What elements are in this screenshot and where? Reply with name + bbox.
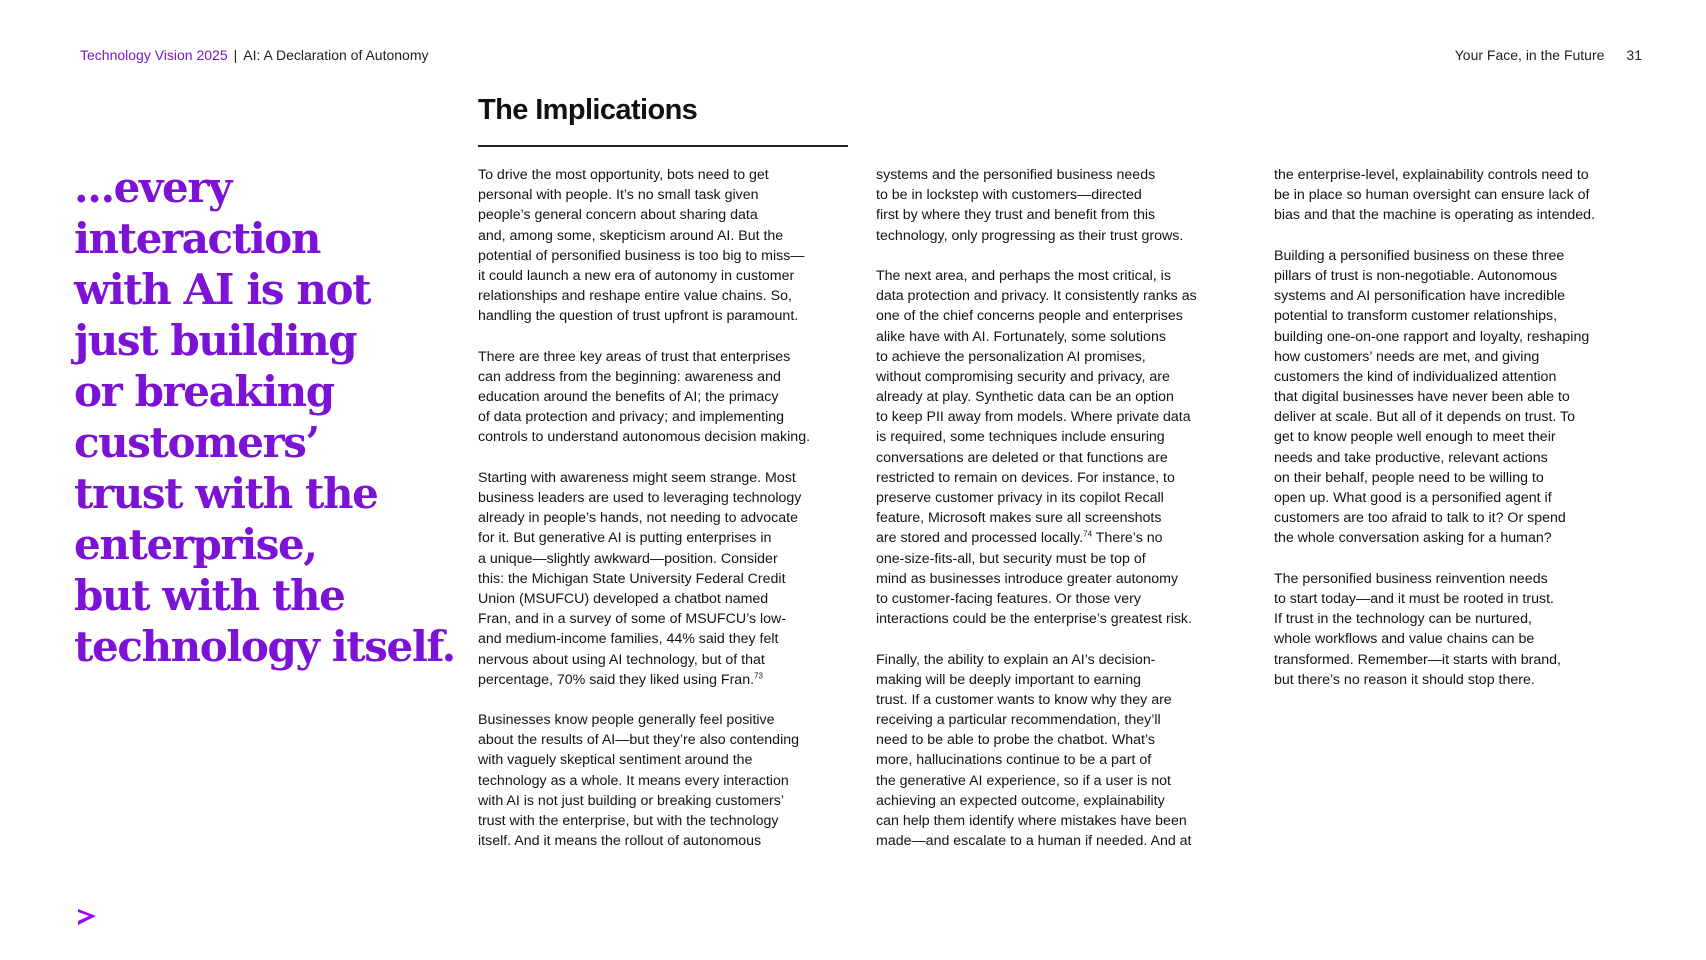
body-text-line xyxy=(876,569,1246,589)
footnote-ref: 74 xyxy=(1083,529,1093,539)
line-text: is required, some techniques include ensuring xyxy=(876,429,1165,446)
line-text: first by where they trust and benefit from this xyxy=(876,207,1156,224)
line-text: itself. And it means the rollout of autonomous xyxy=(478,833,762,850)
line-text: for it. But generative AI is putting enterprises in xyxy=(478,530,772,547)
body-text-line xyxy=(478,185,848,205)
line-text: education around the benefits of AI; the primacy xyxy=(478,389,779,406)
body-text-line xyxy=(1274,407,1654,427)
line-text: restricted to remain on devices. For instance, to xyxy=(876,469,1175,486)
running-header-right xyxy=(1455,46,1642,64)
body-text-line xyxy=(1274,508,1654,528)
line-text: one-size-fits-all, but security must be top of xyxy=(876,550,1146,567)
pull-quote-line: customers’ xyxy=(74,418,319,467)
body-text-line xyxy=(478,670,848,690)
line-text: achieving an expected outcome, explainability xyxy=(876,792,1165,809)
body-text-line xyxy=(876,327,1246,347)
body-text-line xyxy=(1274,589,1654,609)
line-text: one of the chief concerns people and enterprises xyxy=(876,308,1183,325)
line-text: technology as a whole. It means every interaction xyxy=(478,772,789,789)
body-text-line xyxy=(1274,266,1654,286)
body-text-line xyxy=(1274,670,1654,690)
line-text: can address from the beginning: awareness and xyxy=(478,368,781,385)
line-text: business leaders are used to leveraging technology xyxy=(478,490,802,506)
pull-quote-line: or breaking xyxy=(74,367,334,416)
body-text-line xyxy=(478,569,848,589)
line-text: this: the Michigan State University Federal Credit xyxy=(478,570,786,587)
line-text: The next area, and perhaps the most critical, is xyxy=(876,267,1171,284)
line-text: more, hallucinations continue to be a part of xyxy=(876,752,1152,769)
body-text-line xyxy=(876,811,1246,831)
body-text-line xyxy=(478,488,848,508)
pull-quote-line: ...every xyxy=(74,163,232,212)
body-text-line xyxy=(1274,448,1654,468)
body-text-line xyxy=(1274,650,1654,670)
body-text-line xyxy=(478,710,848,730)
pull-quote-line: technology itself. xyxy=(74,622,455,671)
line-text: the generative AI experience, so if a user is not xyxy=(876,772,1171,789)
body-text-line xyxy=(478,347,848,367)
body-text-line xyxy=(1274,205,1654,225)
line-text: interactions could be the enterprise’s greatest risk. xyxy=(876,611,1192,628)
line-text: Fran, and in a survey of some of MSUFCU’s low- xyxy=(478,611,787,628)
body-text-line xyxy=(876,549,1246,569)
body-text-line xyxy=(1274,165,1654,185)
line-text: on their behalf, people need to be willing to xyxy=(1274,469,1544,486)
body-text-line xyxy=(876,791,1246,811)
body-column-1 xyxy=(478,165,848,851)
line-text: feature, Microsoft makes sure all screenshots xyxy=(876,510,1162,527)
line-text: transformed. Remember—it starts with brand, xyxy=(1274,651,1561,668)
body-text-line xyxy=(1274,306,1654,326)
line-text: building one-on-one rapport and loyalty, reshaping xyxy=(1274,328,1590,345)
line-text: Starting with awareness might seem strange. Most xyxy=(478,469,796,486)
line-text: open up. What good is a personified agent if xyxy=(1274,490,1552,506)
body-text-line xyxy=(876,831,1246,851)
line-text: receiving a particular recommendation, they’ll xyxy=(876,712,1161,729)
pull-quote-line: trust with the xyxy=(74,469,378,518)
line-text: trust. If a customer wants to know why they are xyxy=(876,691,1172,708)
body-text-line xyxy=(1274,488,1654,508)
line-text: customers the kind of individualized attention xyxy=(1274,368,1557,385)
line-text: If trust in the technology can be nurtured, xyxy=(1274,611,1532,628)
body-text-line xyxy=(478,549,848,569)
body-text-line xyxy=(478,306,848,326)
body-text-line xyxy=(1274,185,1654,205)
line-text: with AI is not just building or breaking customers’ xyxy=(478,792,784,809)
body-text-line xyxy=(478,650,848,670)
body-column-3 xyxy=(1274,165,1654,690)
body-text-line xyxy=(478,387,848,407)
line-text: it could launch a new era of autonomy in customer xyxy=(478,267,795,284)
body-text-line xyxy=(478,811,848,831)
line-text: that digital businesses have never been able to xyxy=(1274,389,1570,406)
line-text: without compromising security and privacy, are xyxy=(876,368,1170,385)
paragraph-gap xyxy=(876,629,1246,649)
line-text: alike have with AI. Fortunately, some solutions xyxy=(876,328,1166,345)
line-text: data protection and privacy. It consistently ranks as xyxy=(876,288,1197,305)
body-text-line xyxy=(876,488,1246,508)
section-name: Your Face, in the Future xyxy=(1454,47,1605,63)
body-text-line xyxy=(478,750,848,770)
line-text: There’s no xyxy=(1092,530,1163,547)
line-text: Union (MSUFCU) developed a chatbot named xyxy=(478,590,769,607)
body-text-line xyxy=(1274,286,1654,306)
body-text-line xyxy=(876,670,1246,690)
body-column-2 xyxy=(876,165,1246,851)
body-text-line xyxy=(876,609,1246,629)
body-text-line xyxy=(478,589,848,609)
body-text-line xyxy=(876,286,1246,306)
line-text: to keep PII away from models. Where private data xyxy=(876,409,1191,426)
line-text: deliver at scale. But all of it depends on trust. To xyxy=(1274,409,1575,426)
paragraph-gap xyxy=(478,690,848,710)
header-separator: | xyxy=(233,47,238,63)
pull-quote-line: enterprise, xyxy=(74,520,317,569)
body-text-line xyxy=(478,165,848,185)
line-text: relationships and reshape entire value chains. So, xyxy=(478,288,792,305)
footnote-ref: 73 xyxy=(754,670,763,680)
body-text-line xyxy=(478,246,848,266)
body-text-line xyxy=(876,448,1246,468)
body-text-line xyxy=(1274,528,1654,548)
body-text-line xyxy=(478,226,848,246)
body-text-line xyxy=(478,831,848,851)
body-text-line xyxy=(478,528,848,548)
line-text: of data protection and privacy; and implementing xyxy=(478,409,785,426)
body-text-line xyxy=(1274,387,1654,407)
body-text-line xyxy=(478,427,848,447)
line-text: to be in lockstep with customers—directed xyxy=(876,187,1142,204)
line-text: potential to transform customer relationships, xyxy=(1274,308,1558,325)
body-text-line xyxy=(478,791,848,811)
paragraph-gap xyxy=(478,327,848,347)
body-text-line xyxy=(1274,347,1654,367)
body-text-line xyxy=(876,266,1246,286)
pull-quote-line: but with the xyxy=(74,571,345,620)
body-text-line xyxy=(478,771,848,791)
body-text-line xyxy=(1274,427,1654,447)
line-text: can help them identify where mistakes have been xyxy=(876,813,1187,829)
line-text: need to be able to probe the chatbot. What’s xyxy=(876,732,1155,749)
line-text: to achieve the personalization AI promises, xyxy=(876,348,1146,365)
body-text-line xyxy=(876,468,1246,488)
line-text: potential of personified business is too big to miss— xyxy=(478,247,805,264)
line-text: making will be deeply important to earning xyxy=(876,671,1141,688)
line-text: already at play. Synthetic data can be an option xyxy=(876,389,1174,406)
body-text-line xyxy=(876,710,1246,730)
line-text: technology, only progressing as their trust grows. xyxy=(876,227,1184,244)
pull-quote-line: with AI is not xyxy=(74,265,371,314)
line-text: and, among some, skepticism around AI. But the xyxy=(478,227,784,244)
body-text-line xyxy=(876,508,1246,528)
body-text-line xyxy=(478,730,848,750)
line-text: whole workflows and value chains can be xyxy=(1274,631,1535,648)
body-text-line xyxy=(876,407,1246,427)
pull-quote-line: just building xyxy=(74,316,357,365)
line-text: handling the question of trust upfront is paramount. xyxy=(478,308,799,325)
body-text-line xyxy=(1274,327,1654,347)
line-text: how customers’ needs are met, and giving xyxy=(1274,348,1540,365)
line-text: already in people’s hands, not needing to advocate xyxy=(478,510,798,527)
line-text: the whole conversation asking for a human? xyxy=(1274,530,1552,547)
line-text: systems and the personified business needs xyxy=(876,167,1156,183)
body-text-line xyxy=(1274,468,1654,488)
line-text: mind as businesses introduce greater autonomy xyxy=(876,570,1179,587)
body-text-line xyxy=(1274,569,1654,589)
report-brand: Technology Vision 2025 xyxy=(80,47,228,63)
line-text: get to know people well enough to meet their xyxy=(1274,429,1556,446)
pull-quote xyxy=(74,162,455,672)
line-text: nervous about using AI technology, but of that xyxy=(478,651,765,668)
body-text-line xyxy=(478,286,848,306)
body-text-line xyxy=(876,528,1246,548)
body-text-line xyxy=(876,226,1246,246)
line-text: trust with the enterprise, but with the technology xyxy=(478,813,779,829)
line-text: percentage, 70% said they liked using Fran. xyxy=(478,671,755,688)
line-text: systems and AI personification have incredible xyxy=(1274,288,1566,305)
line-text: There are three key areas of trust that enterprises xyxy=(478,348,791,365)
body-text-line xyxy=(876,205,1246,225)
line-text: Businesses know people generally feel positive xyxy=(478,712,775,729)
body-text-line xyxy=(876,347,1246,367)
line-text: Finally, the ability to explain an AI’s decision- xyxy=(876,651,1156,668)
line-text: to start today—and it must be rooted in trust. xyxy=(1274,590,1554,607)
paragraph-gap xyxy=(1274,549,1654,569)
chevron-right-icon xyxy=(76,906,98,928)
body-text-line xyxy=(876,306,1246,326)
line-text: the enterprise-level, explainability controls need to xyxy=(1274,167,1589,183)
line-text: customers are too afraid to talk to it? Or spend xyxy=(1274,510,1566,527)
body-text-line xyxy=(876,367,1246,387)
line-text: needs and take productive, relevant actions xyxy=(1274,449,1548,466)
line-text: with vaguely skeptical sentiment around the xyxy=(478,752,753,769)
body-text-line xyxy=(876,750,1246,770)
body-text-line xyxy=(876,165,1246,185)
title-divider xyxy=(478,145,848,147)
body-text-line xyxy=(478,266,848,286)
line-text: be in place so human oversight can ensure lack of xyxy=(1274,187,1590,204)
body-text-line xyxy=(1274,609,1654,629)
body-text-line xyxy=(478,468,848,488)
line-text: pillars of trust is non-negotiable. Autonomous xyxy=(1274,267,1558,284)
body-text-line xyxy=(876,185,1246,205)
body-text-line xyxy=(1274,629,1654,649)
running-header-left xyxy=(80,46,429,64)
body-text-line xyxy=(876,589,1246,609)
line-text: a unique—slightly awkward—position. Consider xyxy=(478,550,778,567)
line-text: about the results of AI—but they’re also contending xyxy=(478,732,799,749)
body-text-line xyxy=(478,629,848,649)
body-text-line xyxy=(876,427,1246,447)
body-text-line xyxy=(1274,246,1654,266)
page-number: 31 xyxy=(1626,47,1642,63)
line-text: conversations are deleted or that functions are xyxy=(876,449,1168,466)
line-text: to customer-facing features. Or those very xyxy=(876,590,1141,607)
body-text-line xyxy=(1274,367,1654,387)
line-text: but there’s no reason it should stop there. xyxy=(1274,671,1535,688)
body-text-line xyxy=(876,690,1246,710)
line-text: made—and escalate to a human if needed. And at xyxy=(876,833,1192,850)
paragraph-gap xyxy=(1274,226,1654,246)
paragraph-gap xyxy=(478,448,848,468)
paragraph-gap xyxy=(876,246,1246,266)
body-text-line xyxy=(876,771,1246,791)
body-text-line xyxy=(478,407,848,427)
section-title: The Implications xyxy=(478,94,698,126)
line-text: The personified business reinvention needs xyxy=(1274,570,1548,587)
document-title: AI: A Declaration of Autonomy xyxy=(243,47,429,63)
line-text: personal with people. It’s no small task given xyxy=(478,187,759,204)
line-text: and medium-income families, 44% said they felt xyxy=(478,631,779,648)
body-text-line xyxy=(876,730,1246,750)
body-text-line xyxy=(478,205,848,225)
line-text: Building a personified business on these three xyxy=(1274,247,1565,264)
line-text: people’s general concern about sharing data xyxy=(478,207,758,224)
line-text: To drive the most opportunity, bots need to get xyxy=(478,167,769,183)
body-text-line xyxy=(478,609,848,629)
body-text-line xyxy=(478,508,848,528)
line-text: preserve customer privacy in its copilot Recall xyxy=(876,490,1164,506)
line-text: bias and that the machine is operating as intended. xyxy=(1274,207,1596,224)
body-text-line xyxy=(478,367,848,387)
line-text: controls to understand autonomous decision making. xyxy=(478,429,811,446)
body-text-line xyxy=(876,387,1246,407)
body-text-line xyxy=(876,650,1246,670)
line-text: are stored and processed locally. xyxy=(876,530,1084,547)
pull-quote-line: interaction xyxy=(74,214,321,263)
